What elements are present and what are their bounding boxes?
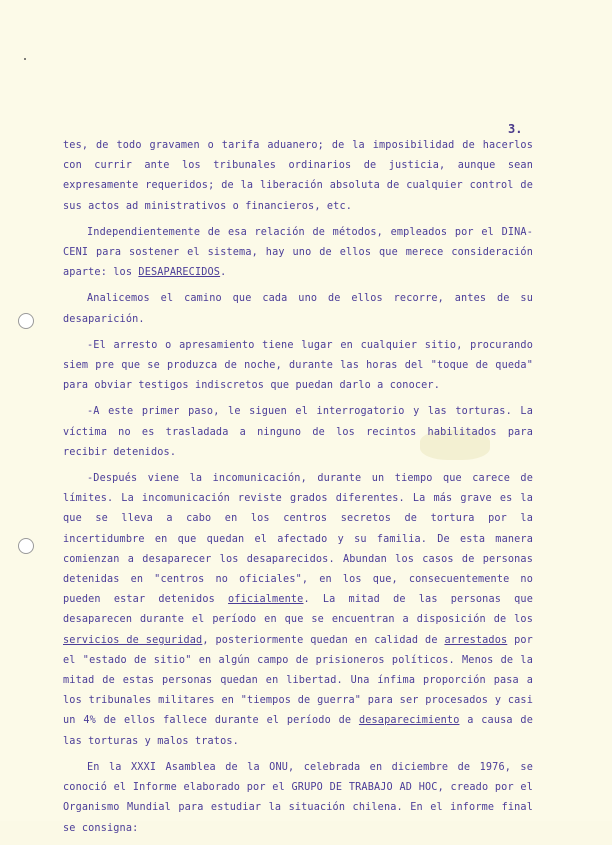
punch-hole-bottom	[18, 538, 34, 554]
paragraph-text: Analicemos el camino que cada uno de ellos recorre, antes de su desaparición.	[63, 293, 533, 325]
underlined-text: oficialmente	[228, 594, 304, 606]
paragraph	[63, 402, 533, 463]
paragraph	[63, 758, 533, 839]
paragraph-text: , posteriormente quedan en calidad de	[202, 634, 445, 646]
underlined-text: DESAPARECIDOS	[138, 267, 221, 279]
paragraph-text: .	[220, 267, 227, 279]
paragraph-text: tes, de todo gravamen o tarifa aduanero; de la imposibilidad de hacerlos con currir ante los tribunales ordinarios de justicia, aunque sean expresamente requeridos; de la liberación absoluta de cualquier control de sus actos ad ministrativos o financieros, etc.	[63, 140, 533, 212]
paragraph-text: -A este primer paso, le siguen el interrogatorio y las torturas. La víctima no es trasladada a ninguno de los recintos habilitados para recibir detenidos.	[63, 406, 533, 458]
paragraph	[63, 223, 533, 284]
paragraph	[63, 289, 533, 329]
paragraph-text: por el "estado de sitio" en algún campo de prisioneros políticos. Menos de la mitad de estas personas quedan en libertad. Una ínfima proporción pasa a los tribunales militares en "tiempos de guerra" para ser procesados y casi un 4% de ellos fallece durante el período de	[63, 634, 533, 727]
paragraph	[63, 336, 533, 397]
paragraph-text: Independientemente de esa relación de métodos, empleados por el DINA-CENI para sostener el sistema, hay uno de ellos que merece consideración aparte: los	[63, 226, 533, 279]
paper-mark	[24, 58, 26, 60]
paragraph-text: -El arresto o apresamiento tiene lugar en cualquier sitio, procurando siem pre que se produzca de noche, durante las horas del "toque de queda" para obviar testigos indiscretos que puedan darlo a conocer.	[63, 339, 533, 392]
underlined-text: servicios de seguridad	[63, 634, 203, 646]
paragraph	[63, 469, 533, 752]
page-number: 3.	[508, 122, 523, 136]
body-text	[63, 136, 533, 845]
paragraph-text: -Después viene la incomunicación, durante un tiempo que carece de límites. La incomunicación reviste grados diferentes. La más grave es la que se lleva a cabo en los centros secretos de tortura por la incertidumbre en que quedan el afectado y su familia. De esta manera comienzan a desaparecer los desaparecidos. Abundan los casos de personas detenidas en "centros no oficiales", en los que, consecuentemente no pueden estar detenidos	[63, 473, 533, 606]
paragraph-text: . La mitad de las personas que desaparecen durante el período en que se encuentran a disposición de los	[63, 594, 533, 626]
underlined-text: arrestados	[444, 634, 508, 646]
paragraph-text: En la XXXI Asamblea de la ONU, celebrada en diciembre de 1976, se conoció el Informe elaborado por el GRUPO DE TRABAJO AD HOC, creado por el Organismo Mundial para estudiar la situación chilena. En el informe final se consigna:	[63, 761, 533, 834]
punch-hole-top	[18, 313, 34, 329]
paragraph	[63, 136, 533, 217]
underlined-text: desaparecimiento	[358, 715, 460, 727]
paragraph-text: a causa de las torturas y malos tratos.	[63, 715, 533, 747]
